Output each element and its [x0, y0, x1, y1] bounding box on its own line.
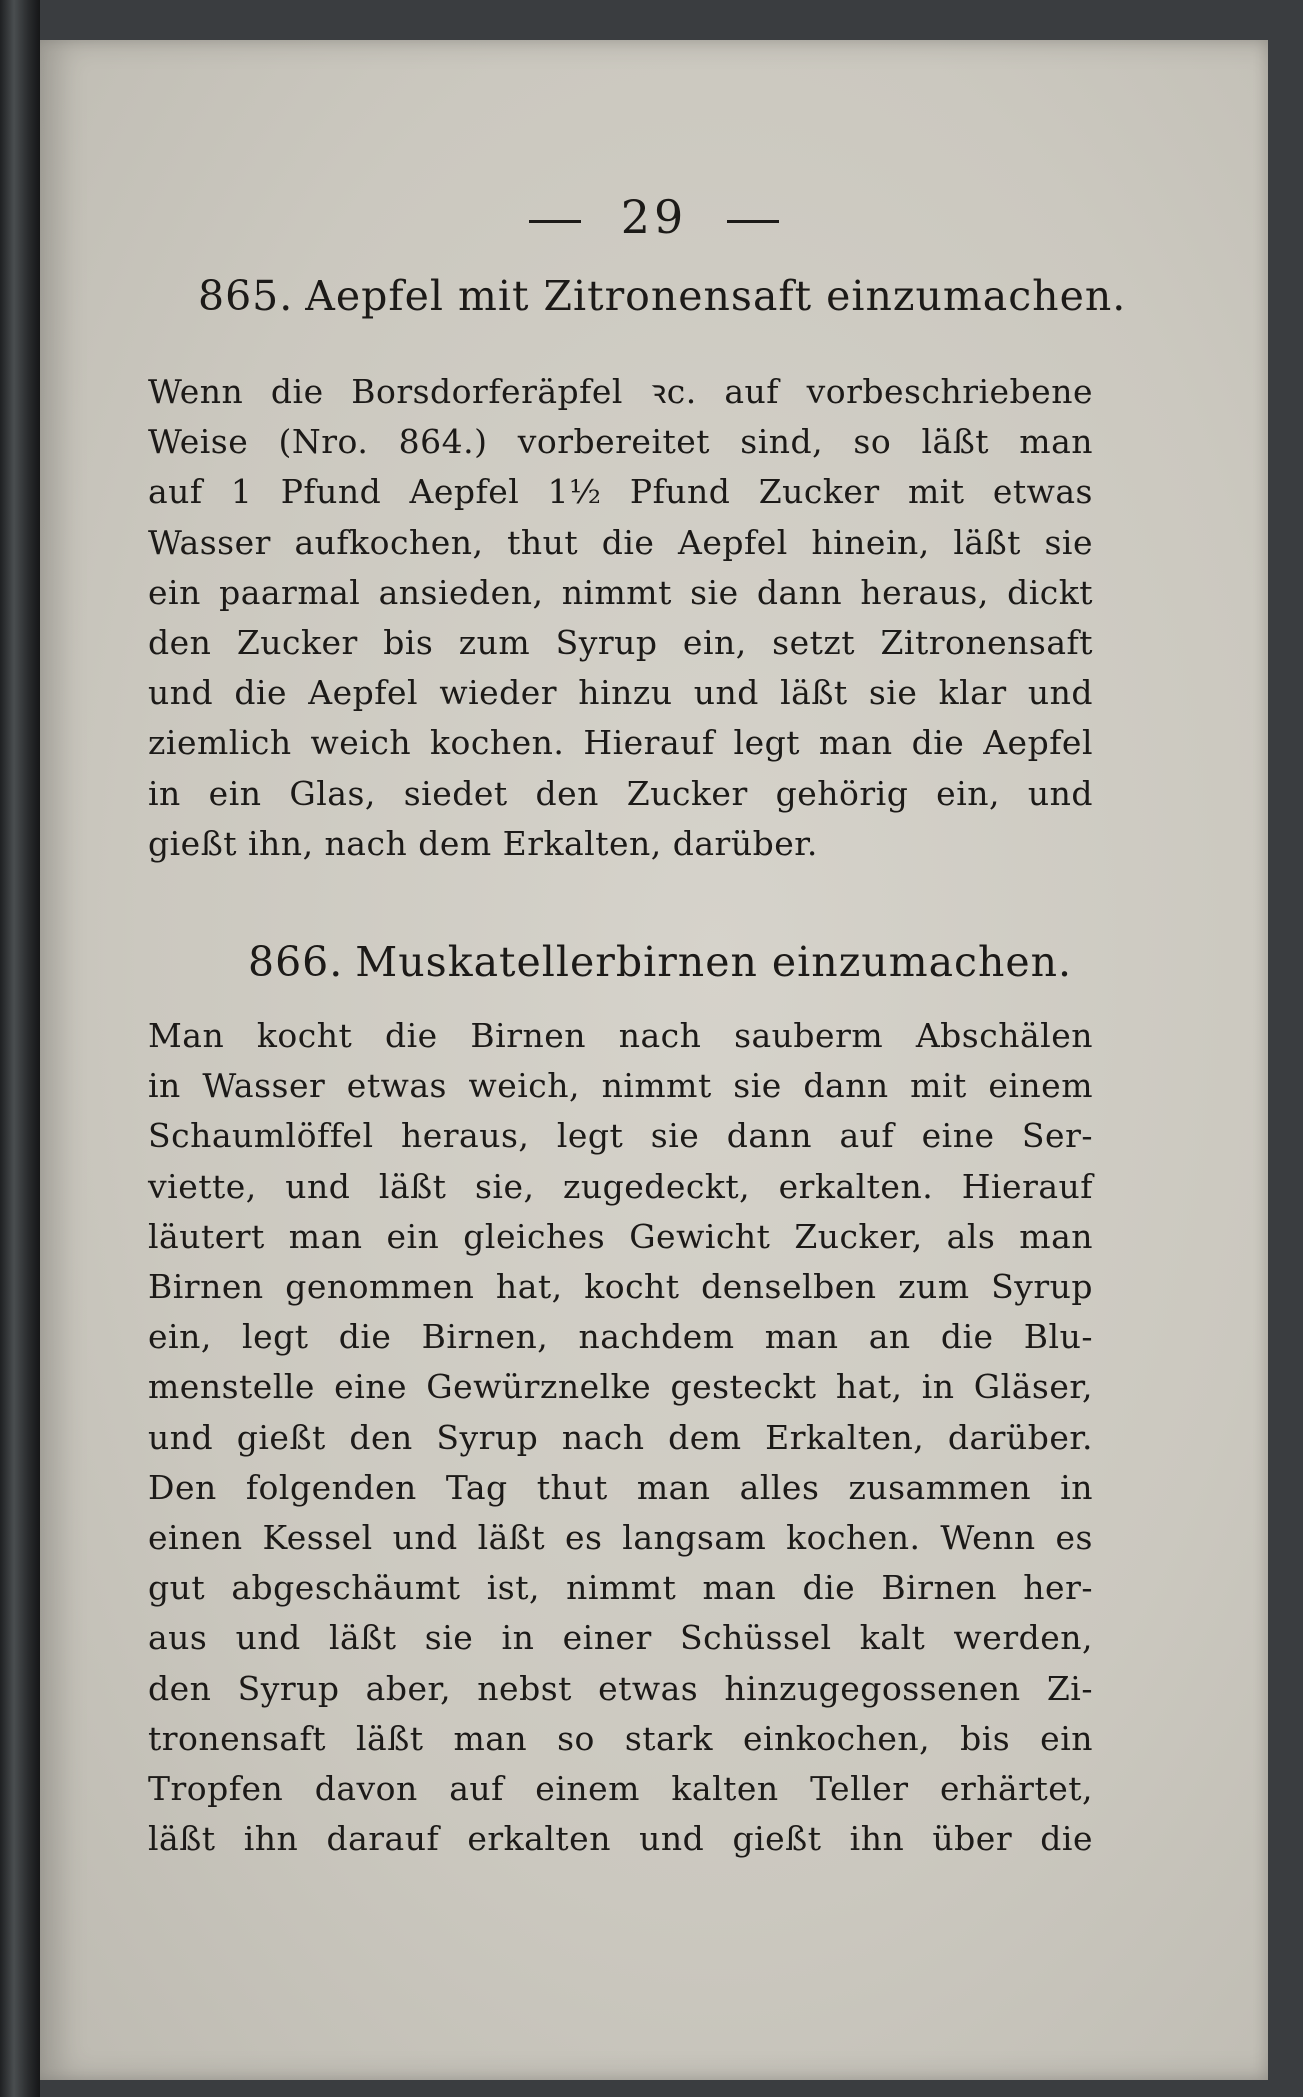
text-line: in ein Glas, siedet den Zucker gehörig ein, und	[148, 773, 1093, 813]
page-number: 29	[620, 190, 688, 244]
recipe-title: Muskatellerbirnen einzumachen.	[355, 938, 1073, 986]
text-line: Schaumlöffel heraus, legt sie dann auf eine Ser-	[148, 1116, 1093, 1156]
text-line: Wenn die Borsdorferäpfel ꝛc. auf vorbeschriebene	[148, 372, 1093, 411]
text-line: Weise (Nro. 864.) vorbereitet sind, so läßt man	[148, 422, 1093, 462]
book-spine	[0, 0, 40, 2097]
text-line: auf 1 Pfund Aepfel 1½ Pfund Zucker mit etwas	[148, 472, 1093, 512]
header-dash-right	[727, 220, 779, 223]
text-line: und gießt den Syrup nach dem Erkalten, darüber.	[148, 1417, 1093, 1457]
header-dash-left	[529, 220, 581, 223]
text-line: Den folgenden Tag thut man alles zusammen in	[148, 1467, 1093, 1507]
text-line: in Wasser etwas weich, nimmt sie dann mit einem	[148, 1066, 1093, 1106]
page-header	[40, 190, 1268, 244]
text-line: und die Aepfel wieder hinzu und läßt sie klar und	[148, 673, 1093, 713]
text-line: einen Kessel und läßt es langsam kochen. Wenn es	[148, 1518, 1093, 1558]
text-line: Wasser aufkochen, thut die Aepfel hinein, läßt sie	[148, 522, 1093, 562]
text-line: aus und läßt sie in einer Schüssel kalt werden,	[148, 1618, 1093, 1658]
text-line: gut abgeschäumt ist, nimmt man die Birnen her-	[148, 1568, 1093, 1608]
text-line: läutert man ein gleiches Gewicht Zucker, als man	[148, 1216, 1093, 1256]
text-line: Birnen genommen hat, kocht denselben zum Syrup	[148, 1267, 1093, 1307]
recipe-heading-866	[248, 938, 1072, 986]
text-line: Man kocht die Birnen nach sauberm Abschälen	[148, 1016, 1093, 1055]
text-line: ein, legt die Birnen, nachdem man an die Blu-	[148, 1317, 1093, 1357]
text-line: tronensaft läßt man so stark einkochen, bis ein	[148, 1718, 1093, 1758]
recipe-title: Aepfel mit Zitronensaft einzumachen.	[305, 272, 1127, 320]
text-line: den Zucker bis zum Syrup ein, setzt Zitronensaft	[148, 623, 1093, 663]
text-line: ziemlich weich kochen. Hierauf legt man die Aepfel	[148, 723, 1093, 763]
recipe-heading-865	[198, 272, 1126, 320]
text-line: Tropfen davon auf einem kalten Teller erhärtet,	[148, 1769, 1093, 1809]
text-line: läßt ihn darauf erkalten und gießt ihn über die	[148, 1819, 1093, 1859]
recipe-number: 866.	[248, 938, 344, 986]
text-line: den Syrup aber, nebst etwas hinzugegossenen Zi-	[148, 1668, 1093, 1708]
text-line: menstelle eine Gewürznelke gesteckt hat, in Gläser,	[148, 1367, 1093, 1407]
text-line: viette, und läßt sie, zugedeckt, erkalten. Hierauf	[148, 1166, 1093, 1206]
recipe-number: 865.	[198, 272, 294, 320]
book-page	[40, 40, 1268, 2080]
text-line: ein paarmal ansieden, nimmt sie dann heraus, dickt	[148, 572, 1093, 612]
recipe-body-865	[148, 367, 1093, 869]
recipe-body-866	[148, 1011, 1093, 1864]
text-line: gießt ihn, nach dem Erkalten, darüber.	[148, 823, 818, 863]
